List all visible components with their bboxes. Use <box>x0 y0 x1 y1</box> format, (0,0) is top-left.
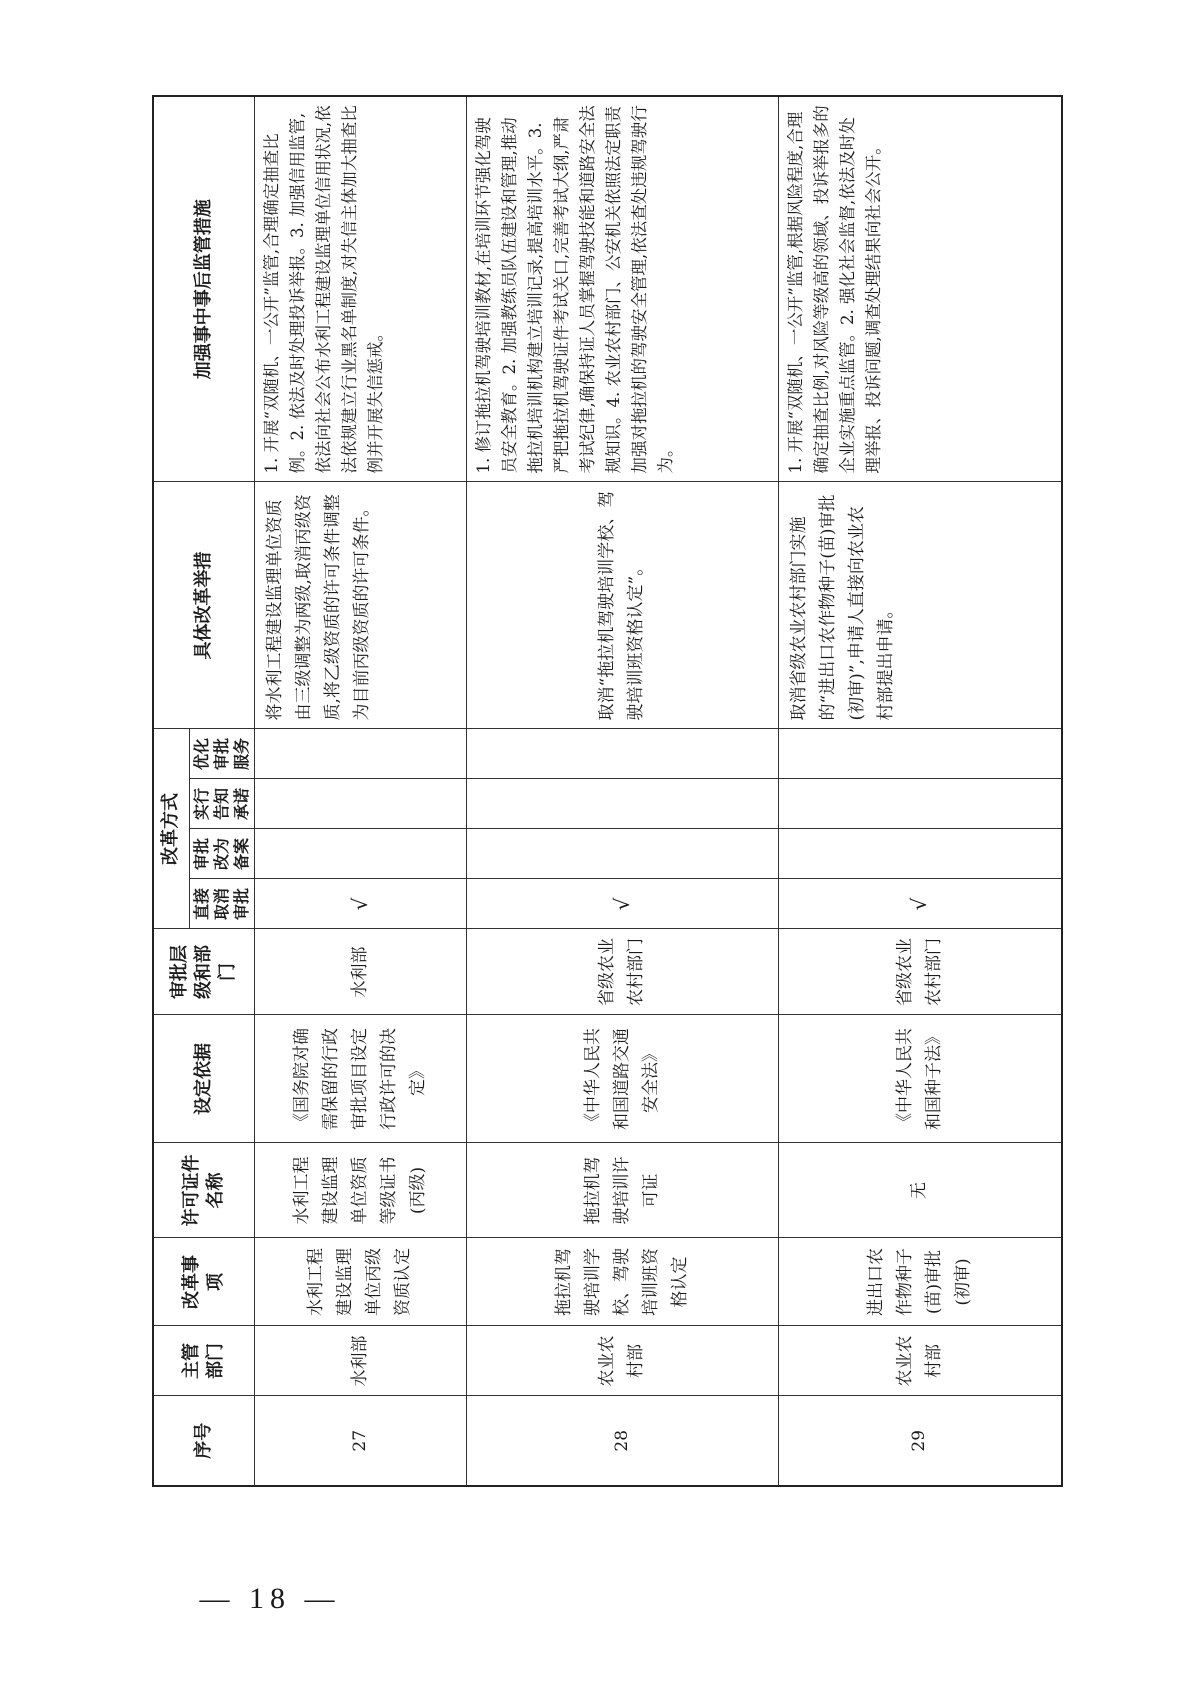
page-number: — 18 — <box>199 1582 341 1615</box>
cell-method-optimize <box>778 729 1062 779</box>
header-method-group: 改革方式 <box>153 729 189 929</box>
cell-method-notify <box>254 779 466 829</box>
cell-basis: 《国务院对确需保留的行政审批项目设定行政许可的决定》 <box>254 1015 466 1143</box>
cell-seq: 28 <box>466 1396 778 1486</box>
cell-level: 省级农业农村部门 <box>778 929 1062 1015</box>
header-method-optimize: 优化审批服务 <box>189 729 254 779</box>
table-row <box>254 96 466 1486</box>
cell-method-notify <box>778 779 1062 829</box>
cell-method-optimize <box>254 729 466 779</box>
header-measures: 具体改革举措 <box>153 482 254 729</box>
header-license: 许可证件名称 <box>153 1143 254 1238</box>
cell-license: 无 <box>778 1143 1062 1238</box>
cell-seq: 27 <box>254 1396 466 1486</box>
cell-method-cancel: √ <box>466 879 778 929</box>
cell-level: 水利部 <box>254 929 466 1015</box>
cell-license: 水利工程建设监理单位资质等级证书(丙级) <box>254 1143 466 1238</box>
cell-method-optimize <box>466 729 778 779</box>
header-basis: 设定依据 <box>153 1015 254 1143</box>
header-level: 审批层级和部门 <box>153 929 254 1015</box>
rotated-table-container <box>152 105 1060 1487</box>
cell-method-cancel: √ <box>778 879 1062 929</box>
header-seq: 序号 <box>153 1396 254 1486</box>
cell-method-filing <box>254 829 466 879</box>
header-item: 改革事项 <box>153 1238 254 1326</box>
cell-dept: 水利部 <box>254 1326 466 1396</box>
cell-item: 拖拉机驾驶培训学校、驾驶培训班资格认定 <box>466 1238 778 1326</box>
header-supervision: 加强事中事后监管措施 <box>153 96 254 482</box>
cell-method-cancel: √ <box>254 879 466 929</box>
cell-supervision: 1. 开展“双随机、一公开”监管,根据风险程度,合理确定抽查比例,对风险等级高的领域、投诉举报多的企业实施重点监管。2. 强化社会监督,依法及时处理举报、投诉问题,调查处理结果向社会公开。 <box>778 96 1062 482</box>
cell-level: 省级农业农村部门 <box>466 929 778 1015</box>
cell-measures: 取消省级农业农村部门实施的“进出口农作物种子(苗)审批(初审)”,申请人直接向农业农村部提出申请。 <box>778 482 1062 729</box>
cell-method-filing <box>778 829 1062 879</box>
table-row <box>778 96 1062 1486</box>
cell-supervision: 1. 修订拖拉机驾驶培训教材,在培训环节强化驾驶员安全教育。2. 加强教练员队伍建设和管理,推动拖拉机培训机构建立培训记录,提高培训水平。3. 严把拖拉机驾驶证件考试关口,完善考试大纲,严肃考试纪律,确保持证人员掌握驾驶技能和道路安全法规知识。4. 农业农村部门、公安机关依照法定职责加强对拖拉机的驾驶安全管理,依法查处违规驾驶行为。 <box>466 96 778 482</box>
header-method-notify: 实行告知承诺 <box>189 779 254 829</box>
table-row <box>466 96 778 1486</box>
cell-basis: 《中华人民共和国道路交通安全法》 <box>466 1015 778 1143</box>
cell-measures: 取消“拖拉机驾驶培训学校、驾驶培训班资格认定”。 <box>466 482 778 729</box>
cell-license: 拖拉机驾驶培训许可证 <box>466 1143 778 1238</box>
cell-basis: 《中华人民共和国种子法》 <box>778 1015 1062 1143</box>
cell-supervision: 1. 开展“双随机、一公开”监管,合理确定抽查比例。2. 依法及时处理投诉举报。3. 加强信用监管,依法向社会公布水利工程建设监理单位信用状况,依法依规建立行业黑名单制度,对失信主体加大抽查比例并开展失信惩戒。 <box>254 96 466 482</box>
cell-measures: 将水利工程建设监理单位资质由三级调整为两级,取消丙级资质,将乙级资质的许可条件调整为目前丙级资质的许可条件。 <box>254 482 466 729</box>
cell-seq: 29 <box>778 1396 1062 1486</box>
header-method-filing: 审批改为备案 <box>189 829 254 879</box>
cell-item: 进出口农作物种子(苗)审批(初审) <box>778 1238 1062 1326</box>
reform-table <box>152 95 1063 1487</box>
header-method-cancel: 直接取消审批 <box>189 879 254 929</box>
cell-method-notify <box>466 779 778 829</box>
cell-method-filing <box>466 829 778 879</box>
header-dept: 主管部门 <box>153 1326 254 1396</box>
cell-item: 水利工程建设监理单位丙级资质认定 <box>254 1238 466 1326</box>
cell-dept: 农业农村部 <box>778 1326 1062 1396</box>
cell-dept: 农业农村部 <box>466 1326 778 1396</box>
